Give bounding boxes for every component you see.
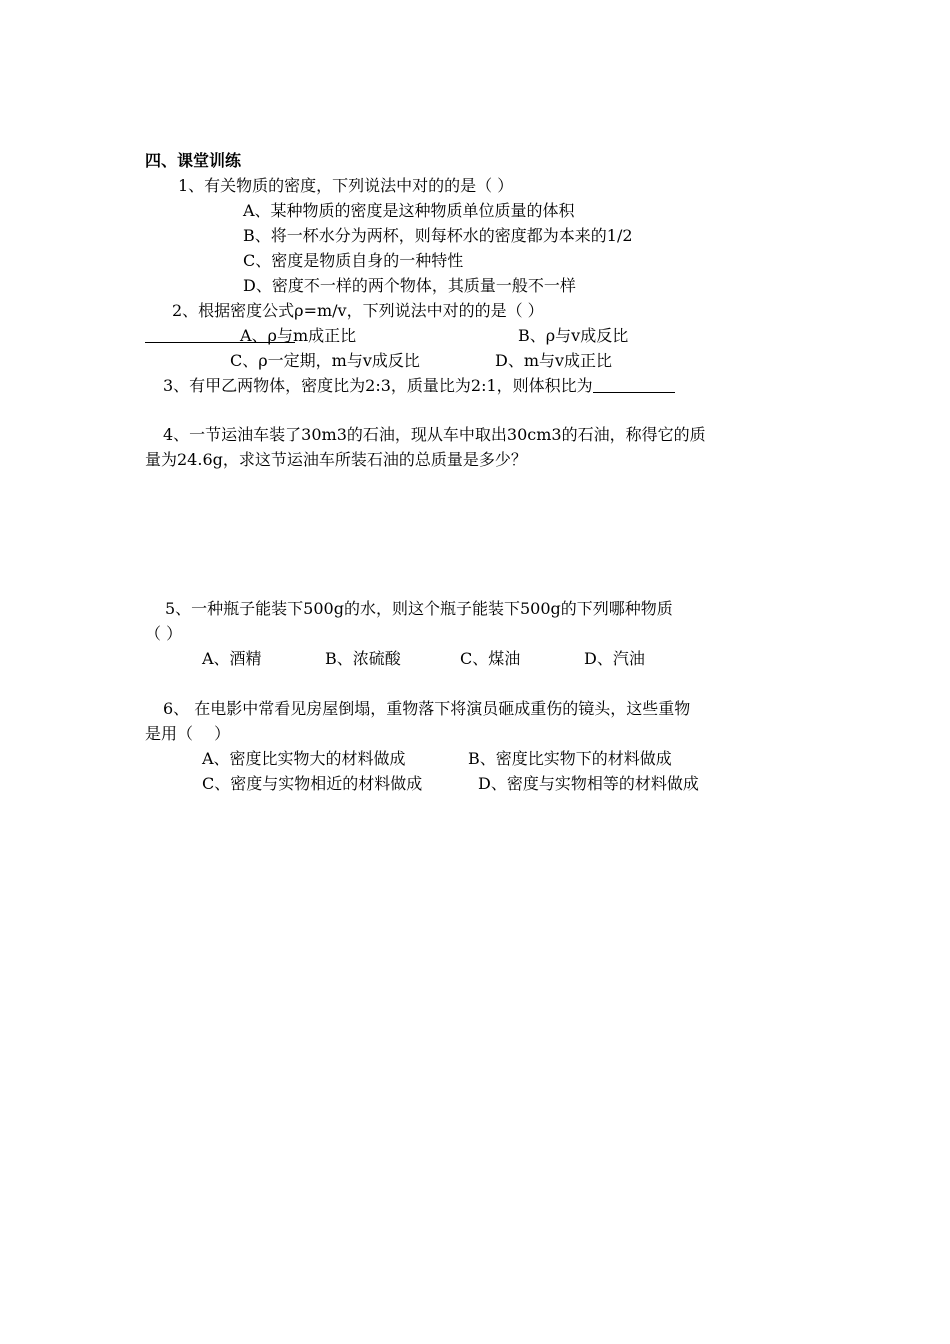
q5-line1: 5、一种瓶子能装下500g的水，则这个瓶子能装下500g的下列哪种物质 (165, 599, 673, 618)
q3-stem (163, 375, 675, 397)
q6-option-b: B、密度比实物下的材料做成 (468, 749, 672, 768)
q6-line1: 6、 在电影中常看见房屋倒塌，重物落下将演员砸成重伤的镜头，这些重物 (163, 699, 691, 718)
q6-option-c: C、密度与实物相近的材料做成 (202, 774, 423, 793)
q3-text: 3、有甲乙两物体，密度比为2:3，质量比为2:1，则体积比为 (163, 376, 593, 395)
q1-option-a: A、某种物质的密度是这种物质单位质量的体积 (243, 201, 575, 220)
q6-line2: 是用（ ） (145, 724, 231, 743)
q2-option-a: A、ρ与m成正比 (240, 326, 357, 345)
q1-option-c: C、密度是物质自身的一种特性 (243, 251, 464, 270)
q6-option-a: A、密度比实物大的材料做成 (202, 749, 406, 768)
q1-stem: 1、有关物质的密度，下列说法中对的的是（ ） (178, 176, 514, 195)
q2-option-b: B、ρ与v成反比 (518, 326, 629, 345)
q1-option-b: B、将一杯水分为两杯，则每杯水的密度都为本来的1/2 (243, 226, 633, 245)
q1-option-d: D、密度不一样的两个物体，其质量一般不一样 (243, 276, 576, 295)
q5-option-d: D、汽油 (584, 649, 645, 668)
q5-option-c: C、煤油 (460, 649, 521, 668)
q3-answer-blank[interactable] (593, 376, 675, 393)
q5-option-a: A、酒精 (202, 649, 262, 668)
section-title: 四、课堂训练 (145, 151, 242, 170)
q6-option-d: D、密度与实物相等的材料做成 (478, 774, 699, 793)
q5-option-b: B、浓硫酸 (325, 649, 401, 668)
q2-option-d: D、m与v成正比 (495, 351, 613, 370)
q2-stem: 2、根据密度公式ρ=m/v，下列说法中对的的是（ ） (172, 301, 544, 320)
q2-option-c: C、ρ一定期，m与v成反比 (230, 351, 420, 370)
q4-line2: 量为24.6g，求这节运油车所装石油的总质量是多少？ (145, 450, 527, 469)
q5-line2: （ ） (145, 624, 183, 643)
q4-line1: 4、一节运油车装了30m3的石油，现从车中取出30cm3的石油，称得它的质 (163, 425, 706, 444)
